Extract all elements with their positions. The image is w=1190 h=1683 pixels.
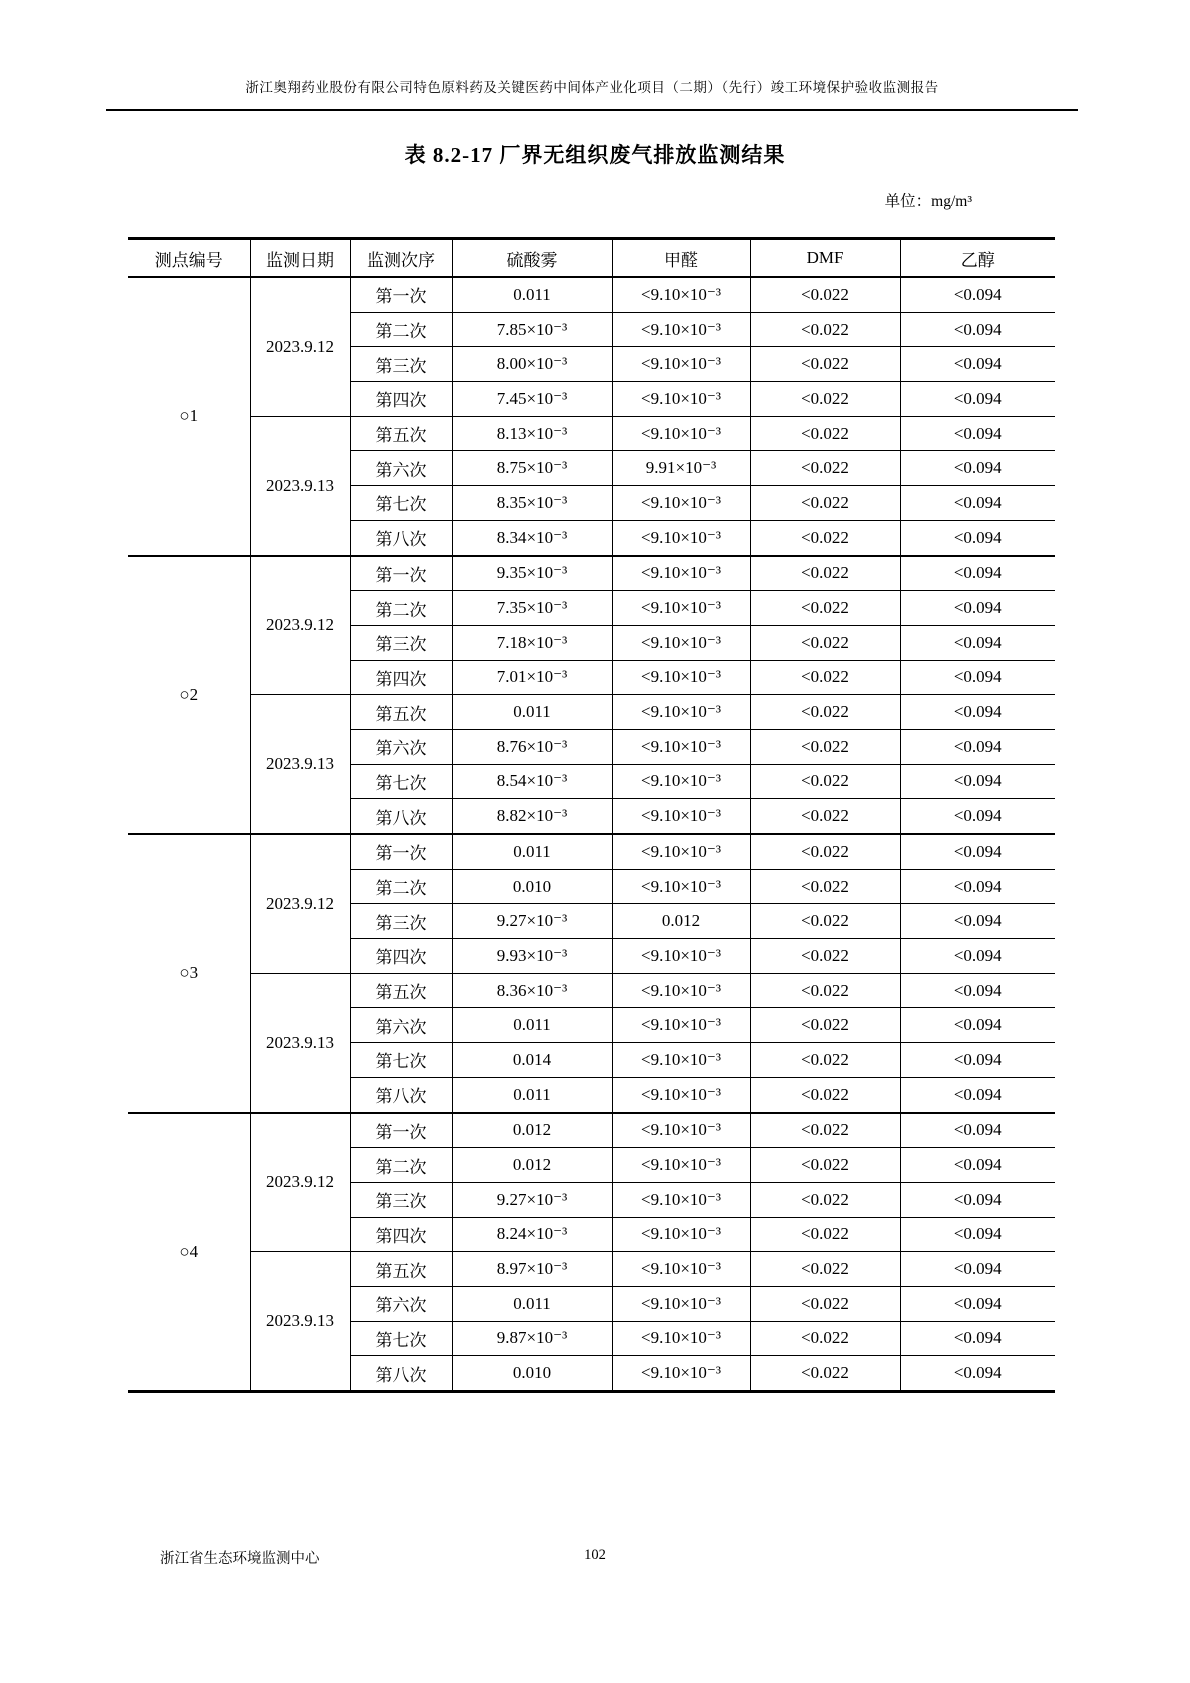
value-cell: <0.094 xyxy=(900,556,1055,591)
sequence-cell: 第六次 xyxy=(350,729,452,764)
point-cell: ○1 xyxy=(128,277,250,556)
value-cell: <0.022 xyxy=(750,347,900,382)
value-cell: <9.10×10⁻³ xyxy=(612,729,750,764)
value-cell: <0.094 xyxy=(900,416,1055,451)
column-header: 甲醛 xyxy=(612,239,750,278)
value-cell: <0.022 xyxy=(750,451,900,486)
value-cell: <0.022 xyxy=(750,939,900,974)
value-cell: <0.022 xyxy=(750,625,900,660)
value-cell: <0.022 xyxy=(750,1252,900,1287)
value-cell: 0.011 xyxy=(452,834,612,869)
value-cell: <0.094 xyxy=(900,486,1055,521)
value-cell: <9.10×10⁻³ xyxy=(612,347,750,382)
value-cell: <0.022 xyxy=(750,312,900,347)
value-cell: <0.094 xyxy=(900,1182,1055,1217)
value-cell: <0.022 xyxy=(750,1043,900,1078)
sequence-cell: 第三次 xyxy=(350,625,452,660)
value-cell: <0.022 xyxy=(750,520,900,555)
sequence-cell: 第七次 xyxy=(350,1043,452,1078)
value-cell: <0.094 xyxy=(900,1217,1055,1252)
page-number: 102 xyxy=(584,1547,606,1563)
value-cell: 8.54×10⁻³ xyxy=(452,764,612,799)
sequence-cell: 第四次 xyxy=(350,382,452,417)
value-cell: <0.094 xyxy=(900,973,1055,1008)
value-cell: <9.10×10⁻³ xyxy=(612,869,750,904)
value-cell: <9.10×10⁻³ xyxy=(612,764,750,799)
value-cell: <0.022 xyxy=(750,1148,900,1183)
value-cell: <0.094 xyxy=(900,764,1055,799)
column-header: 监测次序 xyxy=(350,239,452,278)
table-title: 表 8.2-17 厂界无组织废气排放监测结果 xyxy=(404,143,786,167)
value-cell: <0.022 xyxy=(750,1321,900,1356)
table-row xyxy=(128,1252,1055,1287)
point-cell: ○3 xyxy=(128,834,250,1113)
value-cell: <0.094 xyxy=(900,869,1055,904)
date-cell: 2023.9.12 xyxy=(250,834,350,973)
value-cell: <0.094 xyxy=(900,1286,1055,1321)
value-cell: 8.36×10⁻³ xyxy=(452,973,612,1008)
value-cell: <0.022 xyxy=(750,869,900,904)
value-cell: <0.094 xyxy=(900,1113,1055,1148)
value-cell: <0.094 xyxy=(900,451,1055,486)
value-cell: <9.10×10⁻³ xyxy=(612,520,750,555)
value-cell: <9.10×10⁻³ xyxy=(612,834,750,869)
value-cell: <0.094 xyxy=(900,904,1055,939)
value-cell: <0.094 xyxy=(900,1356,1055,1392)
value-cell: <0.094 xyxy=(900,1252,1055,1287)
table-header-row xyxy=(128,239,1055,278)
sequence-cell: 第四次 xyxy=(350,1217,452,1252)
sequence-cell: 第一次 xyxy=(350,277,452,312)
value-cell: <9.10×10⁻³ xyxy=(612,556,750,591)
value-cell: <0.022 xyxy=(750,382,900,417)
value-cell: <0.022 xyxy=(750,729,900,764)
sequence-cell: 第二次 xyxy=(350,869,452,904)
value-cell: <9.10×10⁻³ xyxy=(612,1113,750,1148)
value-cell: <0.094 xyxy=(900,729,1055,764)
sequence-cell: 第五次 xyxy=(350,1252,452,1287)
date-cell: 2023.9.13 xyxy=(250,973,350,1112)
value-cell: <0.094 xyxy=(900,695,1055,730)
document-header xyxy=(106,76,1078,111)
date-cell: 2023.9.13 xyxy=(250,1252,350,1392)
value-cell: <9.10×10⁻³ xyxy=(612,625,750,660)
table-row xyxy=(128,416,1055,451)
value-cell: <0.022 xyxy=(750,556,900,591)
sequence-cell: 第八次 xyxy=(350,799,452,834)
value-cell: <0.094 xyxy=(900,591,1055,626)
value-cell: <0.094 xyxy=(900,277,1055,312)
value-cell: 0.011 xyxy=(452,1286,612,1321)
value-cell: 0.014 xyxy=(452,1043,612,1078)
sequence-cell: 第二次 xyxy=(350,312,452,347)
value-cell: <0.094 xyxy=(900,1043,1055,1078)
sequence-cell: 第八次 xyxy=(350,1077,452,1112)
value-cell: <0.094 xyxy=(900,799,1055,834)
value-cell: 0.011 xyxy=(452,1008,612,1043)
sequence-cell: 第八次 xyxy=(350,1356,452,1392)
table-row xyxy=(128,973,1055,1008)
value-cell: 0.012 xyxy=(452,1148,612,1183)
table-row xyxy=(128,556,1055,591)
value-cell: <0.022 xyxy=(750,1286,900,1321)
value-cell: <9.10×10⁻³ xyxy=(612,973,750,1008)
value-cell: 7.45×10⁻³ xyxy=(452,382,612,417)
date-cell: 2023.9.13 xyxy=(250,416,350,555)
value-cell: <9.10×10⁻³ xyxy=(612,591,750,626)
monitoring-results-table xyxy=(128,237,1055,1393)
sequence-cell: 第四次 xyxy=(350,660,452,695)
value-cell: <0.022 xyxy=(750,1217,900,1252)
value-cell: <0.022 xyxy=(750,695,900,730)
value-cell: 0.012 xyxy=(612,904,750,939)
value-cell: <0.094 xyxy=(900,834,1055,869)
value-cell: 8.97×10⁻³ xyxy=(452,1252,612,1287)
document-header-title: 浙江奥翔药业股份有限公司特色原料药及关键医药中间体产业化项目（二期）（先行）竣工环境保护验收监测报告 xyxy=(245,80,939,95)
sequence-cell: 第七次 xyxy=(350,764,452,799)
value-cell: <0.022 xyxy=(750,486,900,521)
value-cell: 9.93×10⁻³ xyxy=(452,939,612,974)
value-cell: 8.00×10⁻³ xyxy=(452,347,612,382)
value-cell: 8.35×10⁻³ xyxy=(452,486,612,521)
value-cell: <9.10×10⁻³ xyxy=(612,1077,750,1112)
value-cell: <0.022 xyxy=(750,1008,900,1043)
sequence-cell: 第七次 xyxy=(350,486,452,521)
value-cell: <9.10×10⁻³ xyxy=(612,939,750,974)
value-cell: <9.10×10⁻³ xyxy=(612,1182,750,1217)
sequence-cell: 第一次 xyxy=(350,556,452,591)
value-cell: <0.094 xyxy=(900,520,1055,555)
value-cell: <0.094 xyxy=(900,1148,1055,1183)
value-cell: <0.022 xyxy=(750,973,900,1008)
sequence-cell: 第五次 xyxy=(350,416,452,451)
value-cell: <0.094 xyxy=(900,312,1055,347)
value-cell: 9.91×10⁻³ xyxy=(612,451,750,486)
value-cell: <9.10×10⁻³ xyxy=(612,1148,750,1183)
value-cell: 8.24×10⁻³ xyxy=(452,1217,612,1252)
value-cell: 0.010 xyxy=(452,1356,612,1392)
sequence-cell: 第八次 xyxy=(350,520,452,555)
value-cell: <9.10×10⁻³ xyxy=(612,660,750,695)
value-cell: <0.022 xyxy=(750,799,900,834)
value-cell: 8.76×10⁻³ xyxy=(452,729,612,764)
unit-label: 单位：mg/m³ xyxy=(884,193,972,210)
value-cell: 8.13×10⁻³ xyxy=(452,416,612,451)
sequence-cell: 第五次 xyxy=(350,973,452,1008)
value-cell: 0.012 xyxy=(452,1113,612,1148)
value-cell: <0.022 xyxy=(750,834,900,869)
table-row xyxy=(128,1113,1055,1148)
value-cell: <9.10×10⁻³ xyxy=(612,1043,750,1078)
value-cell: <9.10×10⁻³ xyxy=(612,1286,750,1321)
value-cell: 8.82×10⁻³ xyxy=(452,799,612,834)
value-cell: <0.022 xyxy=(750,1113,900,1148)
value-cell: 8.34×10⁻³ xyxy=(452,520,612,555)
value-cell: <9.10×10⁻³ xyxy=(612,1008,750,1043)
column-header: 测点编号 xyxy=(128,239,250,278)
value-cell: <9.10×10⁻³ xyxy=(612,1217,750,1252)
value-cell: 8.75×10⁻³ xyxy=(452,451,612,486)
value-cell: <0.094 xyxy=(900,382,1055,417)
value-cell: <0.022 xyxy=(750,1356,900,1392)
column-header: 监测日期 xyxy=(250,239,350,278)
value-cell: 9.87×10⁻³ xyxy=(452,1321,612,1356)
sequence-cell: 第一次 xyxy=(350,1113,452,1148)
column-header: 硫酸雾 xyxy=(452,239,612,278)
value-cell: <0.022 xyxy=(750,1182,900,1217)
column-header: 乙醇 xyxy=(900,239,1055,278)
sequence-cell: 第三次 xyxy=(350,1182,452,1217)
value-cell: 7.01×10⁻³ xyxy=(452,660,612,695)
value-cell: 9.27×10⁻³ xyxy=(452,1182,612,1217)
value-cell: <0.022 xyxy=(750,904,900,939)
value-cell: 0.010 xyxy=(452,869,612,904)
date-cell: 2023.9.13 xyxy=(250,695,350,834)
sequence-cell: 第四次 xyxy=(350,939,452,974)
value-cell: 7.35×10⁻³ xyxy=(452,591,612,626)
value-cell: <0.022 xyxy=(750,764,900,799)
sequence-cell: 第五次 xyxy=(350,695,452,730)
value-cell: <9.10×10⁻³ xyxy=(612,1252,750,1287)
value-cell: <0.022 xyxy=(750,277,900,312)
date-cell: 2023.9.12 xyxy=(250,1113,350,1252)
footer-organization: 浙江省生态环境监测中心 xyxy=(160,1551,320,1567)
value-cell: 9.27×10⁻³ xyxy=(452,904,612,939)
value-cell: <0.094 xyxy=(900,1077,1055,1112)
value-cell: <9.10×10⁻³ xyxy=(612,1321,750,1356)
sequence-cell: 第六次 xyxy=(350,1008,452,1043)
value-cell: <0.094 xyxy=(900,1321,1055,1356)
table-row xyxy=(128,695,1055,730)
value-cell: <0.094 xyxy=(900,1008,1055,1043)
value-cell: <0.022 xyxy=(750,660,900,695)
point-cell: ○4 xyxy=(128,1113,250,1392)
point-cell: ○2 xyxy=(128,556,250,835)
value-cell: 7.85×10⁻³ xyxy=(452,312,612,347)
sequence-cell: 第六次 xyxy=(350,451,452,486)
table-row xyxy=(128,834,1055,869)
value-cell: <9.10×10⁻³ xyxy=(612,312,750,347)
date-cell: 2023.9.12 xyxy=(250,556,350,695)
sequence-cell: 第二次 xyxy=(350,1148,452,1183)
value-cell: <9.10×10⁻³ xyxy=(612,695,750,730)
value-cell: <0.022 xyxy=(750,1077,900,1112)
sequence-cell: 第一次 xyxy=(350,834,452,869)
value-cell: <0.022 xyxy=(750,591,900,626)
column-header: DMF xyxy=(750,239,900,278)
value-cell: <9.10×10⁻³ xyxy=(612,416,750,451)
sequence-cell: 第三次 xyxy=(350,904,452,939)
sequence-cell: 第六次 xyxy=(350,1286,452,1321)
value-cell: <9.10×10⁻³ xyxy=(612,382,750,417)
value-cell: <0.094 xyxy=(900,939,1055,974)
value-cell: <9.10×10⁻³ xyxy=(612,486,750,521)
value-cell: <0.094 xyxy=(900,347,1055,382)
value-cell: <9.10×10⁻³ xyxy=(612,799,750,834)
sequence-cell: 第七次 xyxy=(350,1321,452,1356)
value-cell: <9.10×10⁻³ xyxy=(612,1356,750,1392)
value-cell: 0.011 xyxy=(452,1077,612,1112)
value-cell: 9.35×10⁻³ xyxy=(452,556,612,591)
date-cell: 2023.9.12 xyxy=(250,277,350,416)
value-cell: <0.022 xyxy=(750,416,900,451)
value-cell: 0.011 xyxy=(452,695,612,730)
value-cell: 0.011 xyxy=(452,277,612,312)
value-cell: <0.094 xyxy=(900,625,1055,660)
sequence-cell: 第三次 xyxy=(350,347,452,382)
table-row xyxy=(128,277,1055,312)
sequence-cell: 第二次 xyxy=(350,591,452,626)
value-cell: <9.10×10⁻³ xyxy=(612,277,750,312)
value-cell: <0.094 xyxy=(900,660,1055,695)
value-cell: 7.18×10⁻³ xyxy=(452,625,612,660)
